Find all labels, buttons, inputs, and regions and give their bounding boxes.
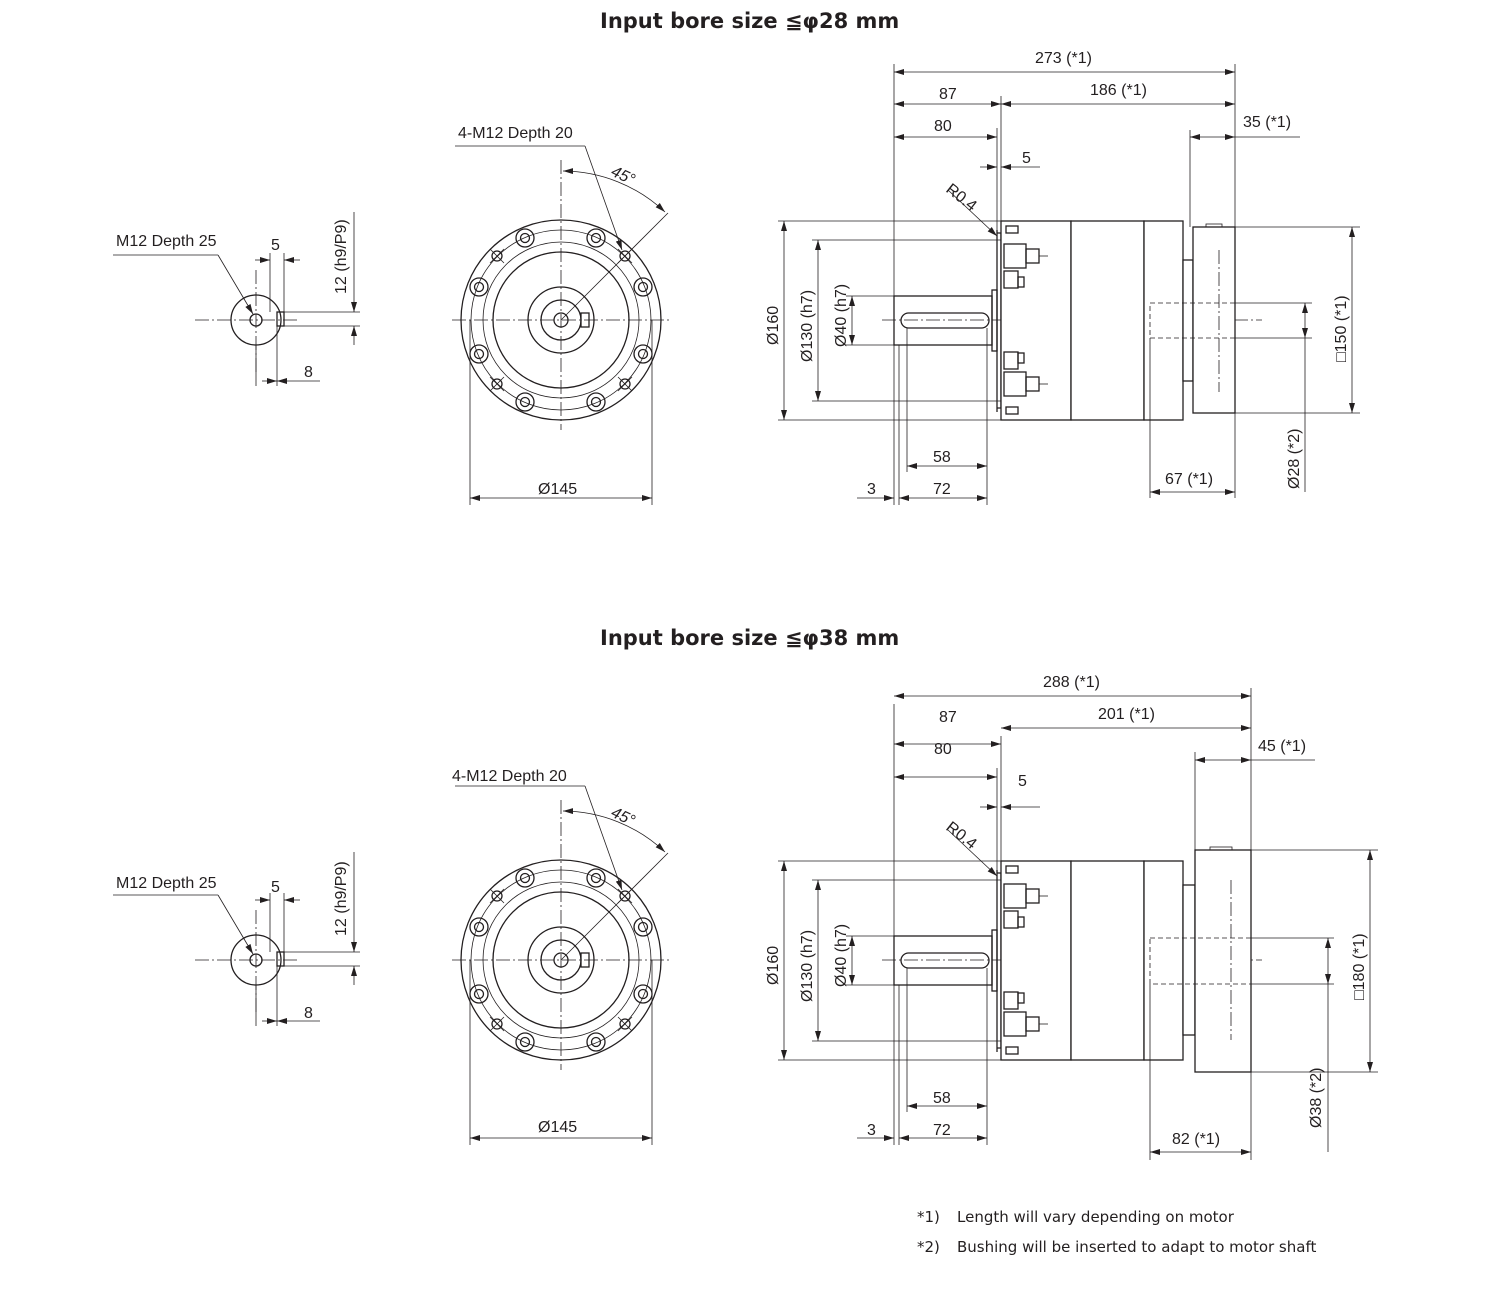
dim-flange-gap: 5	[1018, 773, 1027, 790]
note-mark: *1)	[917, 1208, 940, 1226]
dim-key-height: 12 (h9/P9)	[333, 861, 350, 936]
dim-flange-len: 80	[934, 118, 952, 135]
dim-flange-gap: 5	[1022, 150, 1031, 167]
dim-tap: M12 Depth 25	[116, 875, 217, 892]
footnotes	[917, 1208, 1316, 1256]
dim-key-height: 12 (h9/P9)	[333, 219, 350, 294]
dim-shaft-len: 87	[939, 709, 957, 726]
dim-body-len: 201 (*1)	[1098, 706, 1155, 723]
dim-dia-pilot: Ø130 (h7)	[799, 289, 816, 362]
dim-body-len: 186 (*1)	[1090, 82, 1147, 99]
dim-radius: R0.4	[942, 180, 980, 215]
dim-key-width: 5	[271, 237, 280, 254]
dim-tap: M12 Depth 25	[116, 233, 217, 250]
dim-square: □150 (*1)	[1333, 295, 1350, 362]
dim-dia-flange: Ø160	[765, 945, 782, 985]
dim-dia-shaft: Ø40 (h7)	[833, 283, 850, 347]
dim-dia-flange: Ø160	[765, 305, 782, 345]
dim-square: □180 (*1)	[1351, 933, 1368, 1000]
dim-key-width: 5	[271, 879, 280, 896]
dim-key-len: 58	[933, 449, 951, 466]
dim-shaft-step: 3	[867, 1122, 876, 1139]
dim-angle: 45°	[608, 804, 638, 830]
dim-bushing: Ø38 (*2)	[1308, 1067, 1325, 1128]
dim-holes: 4-M12 Depth 20	[458, 125, 573, 142]
dim-motor-flange: 45 (*1)	[1258, 738, 1307, 755]
dim-dia-pilot: Ø130 (h7)	[799, 929, 816, 1002]
drawing-title: Input bore size ≦φ28 mm	[600, 9, 900, 33]
dim-flange-len: 80	[934, 741, 952, 758]
note-mark: *2)	[917, 1238, 940, 1256]
dim-overall: 288 (*1)	[1043, 674, 1100, 691]
dim-radius: R0.4	[942, 818, 980, 853]
drawing-title: Input bore size ≦φ38 mm	[600, 626, 900, 650]
drawing-top	[113, 9, 1360, 505]
dim-motor-flange: 35 (*1)	[1243, 114, 1292, 131]
dim-pcd: Ø145	[538, 1119, 578, 1136]
dim-key-offset: 8	[304, 364, 313, 381]
drawing-bottom	[113, 626, 1378, 1160]
dim-motor-depth: 67 (*1)	[1165, 471, 1214, 488]
dim-angle: 45°	[608, 163, 638, 189]
note-text: Length will vary depending on motor	[957, 1208, 1234, 1226]
dim-pcd: Ø145	[538, 481, 578, 498]
note-text: Bushing will be inserted to adapt to motor shaft	[957, 1238, 1317, 1256]
dim-shaft-out: 72	[933, 481, 951, 498]
dim-key-offset: 8	[304, 1005, 313, 1022]
dim-overall: 273 (*1)	[1035, 50, 1092, 67]
dim-motor-depth: 82 (*1)	[1172, 1131, 1221, 1148]
dim-holes: 4-M12 Depth 20	[452, 768, 567, 785]
dim-bushing: Ø28 (*2)	[1286, 428, 1303, 489]
dim-shaft-step: 3	[867, 481, 876, 498]
dim-key-len: 58	[933, 1090, 951, 1107]
dim-dia-shaft: Ø40 (h7)	[833, 923, 850, 987]
dim-shaft-len: 87	[939, 86, 957, 103]
dim-shaft-out: 72	[933, 1122, 951, 1139]
